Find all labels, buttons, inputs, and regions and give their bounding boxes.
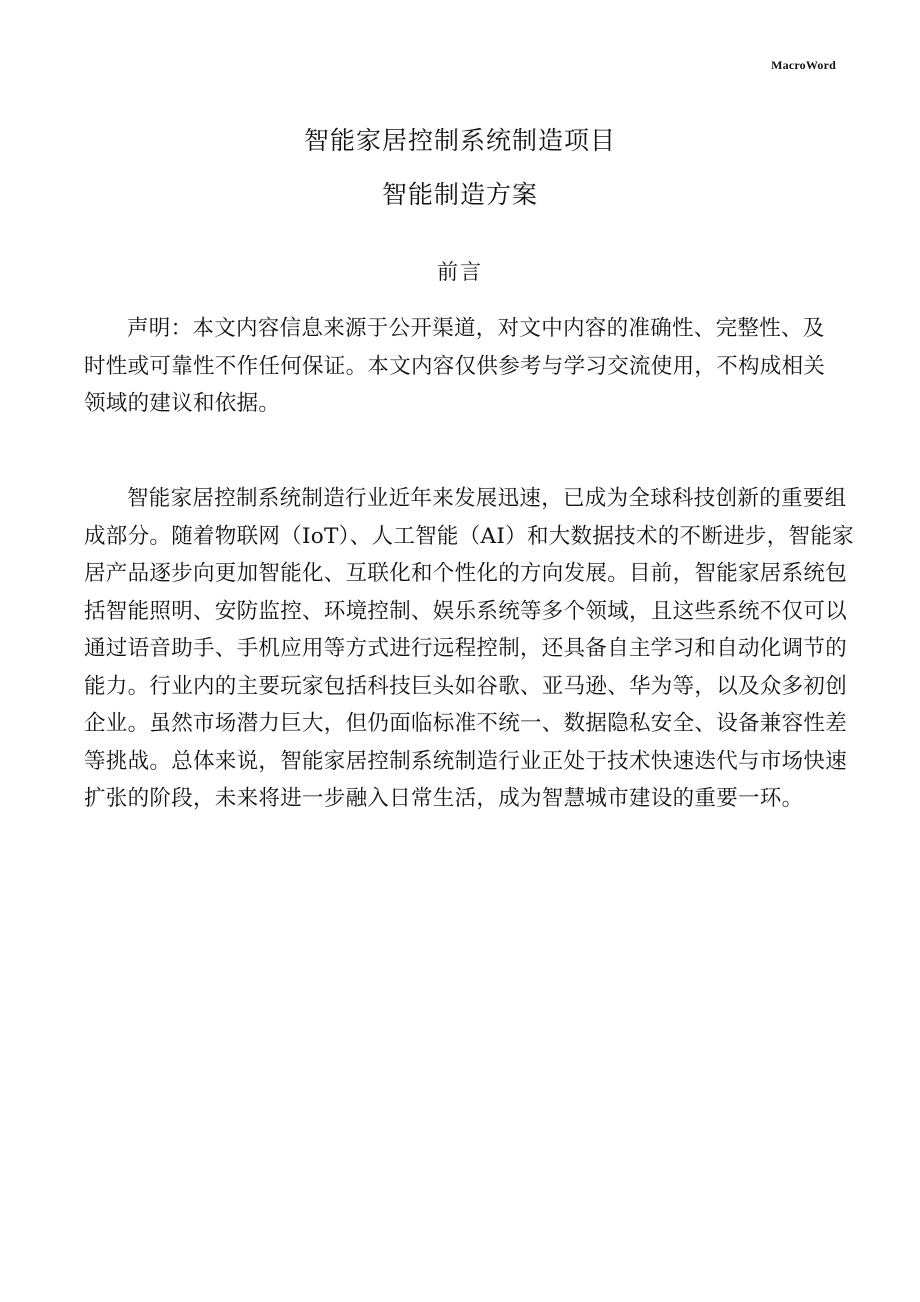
document-title-line2: 智能制造方案 bbox=[381, 180, 538, 209]
disclaimer-block bbox=[84, 310, 829, 423]
document-title-line1: 智能家居控制系统制造项目 bbox=[303, 126, 616, 155]
header-brand: MacroWord bbox=[771, 58, 836, 72]
industry-overview-paragraph: 智能家居控制系统制造行业近年来发展迅速，已成为全球科技创新的重要组成部分。随着物联网（IoT）、人工智能（AI）和大数据技术的不断进步，智能家居产品逐步向更加智能化、互联化和个性化的方向发展。目前，智能家居系统包括智能照明、安防监控、环境控制、娱乐系统等多个领域，且这些系统不仅可以通过语音助手、手机应用等方式进行远程控制，还具备自主学习和自动化调节的能力。行业内的主要玩家包括科技巨头如谷歌、亚马逊、华为等，以及众多初创企业。虽然市场潜力巨大，但仍面临标准不统一、数据隐私安全、设备兼容性差等挑战。总体来说，智能家居控制系统制造行业正处于技术快速迭代与市场快速扩张的阶段，未来将进一步融入日常生活，成为智慧城市建设的重要一环。 bbox=[84, 486, 854, 811]
disclaimer-paragraph: 声明：本文内容信息来源于公开渠道，对文中内容的准确性、完整性、及时性或可靠性不作任何保证。本文内容仅供参考与学习交流使用，不构成相关领域的建议和依据。 bbox=[84, 316, 826, 416]
industry-overview-block bbox=[84, 480, 864, 818]
section-heading-preface: 前言 bbox=[437, 260, 483, 284]
